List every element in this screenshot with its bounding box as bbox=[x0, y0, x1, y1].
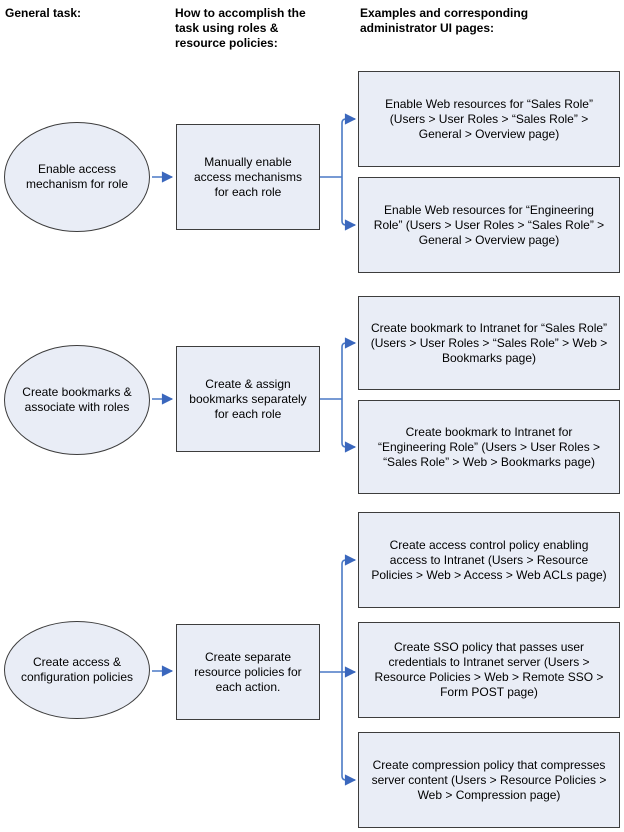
example-box-1a bbox=[358, 71, 620, 167]
task-ellipse-3 bbox=[4, 621, 150, 719]
example-box-3c-label: Create compression policy that compresses server content (Users > Resource Policies > Web > Compression page) bbox=[371, 757, 607, 802]
task-ellipse-3-label: Create access & configuration policies bbox=[20, 655, 134, 684]
example-box-3b bbox=[358, 622, 620, 718]
example-box-1a-label: Enable Web resources for “Sales Role” (Users > User Roles > “Sales Role” > General > Overview page) bbox=[385, 96, 593, 141]
task-ellipse-2-label: Create bookmarks & associate with roles bbox=[22, 385, 132, 414]
example-box-1b bbox=[358, 177, 620, 273]
method-box-3-label: Create separate resource policies for each action. bbox=[194, 649, 302, 694]
task-ellipse-1 bbox=[4, 122, 150, 232]
method-box-1-label: Manually enable access mechanisms for each role bbox=[193, 154, 303, 199]
method-box-1 bbox=[176, 124, 320, 230]
method-box-3 bbox=[176, 624, 320, 720]
example-box-3a bbox=[358, 512, 620, 608]
task-ellipse-2 bbox=[4, 345, 150, 455]
method-box-2 bbox=[176, 346, 320, 452]
example-box-1b-label: Enable Web resources for “Engineering Role” (Users > User Roles > “Sales Role” > General > Overview page) bbox=[373, 202, 605, 247]
example-box-2b bbox=[358, 400, 620, 494]
column-header-examples: Examples and corresponding administrator UI pages: bbox=[360, 6, 529, 35]
example-box-2a bbox=[358, 296, 620, 390]
example-box-2a-label: Create bookmark to Intranet for “Sales Role” (Users > User Roles > “Sales Role” > Web > Bookmarks page) bbox=[370, 320, 608, 365]
column-header-how-to-accomplish: How to accomplish the task using roles & resource policies: bbox=[175, 6, 306, 50]
example-box-3c bbox=[358, 732, 620, 828]
method-box-2-label: Create & assign bookmarks separately for each role bbox=[189, 376, 307, 421]
column-header-general-task: General task: bbox=[5, 6, 82, 20]
example-box-2b-label: Create bookmark to Intranet for “Engineering Role” (Users > User Roles > “Sales Role” > Web > Bookmarks page) bbox=[377, 424, 601, 469]
example-box-3a-label: Create access control policy enabling access to Intranet (Users > Resource Policies > Web > Access > Web ACLs page) bbox=[371, 537, 607, 582]
task-ellipse-1-label: Enable access mechanism for role bbox=[25, 162, 129, 191]
example-box-3b-label: Create SSO policy that passes user credentials to Intranet server (Users > Resource Policies > Web > Remote SSO > Form POST page) bbox=[374, 640, 604, 699]
